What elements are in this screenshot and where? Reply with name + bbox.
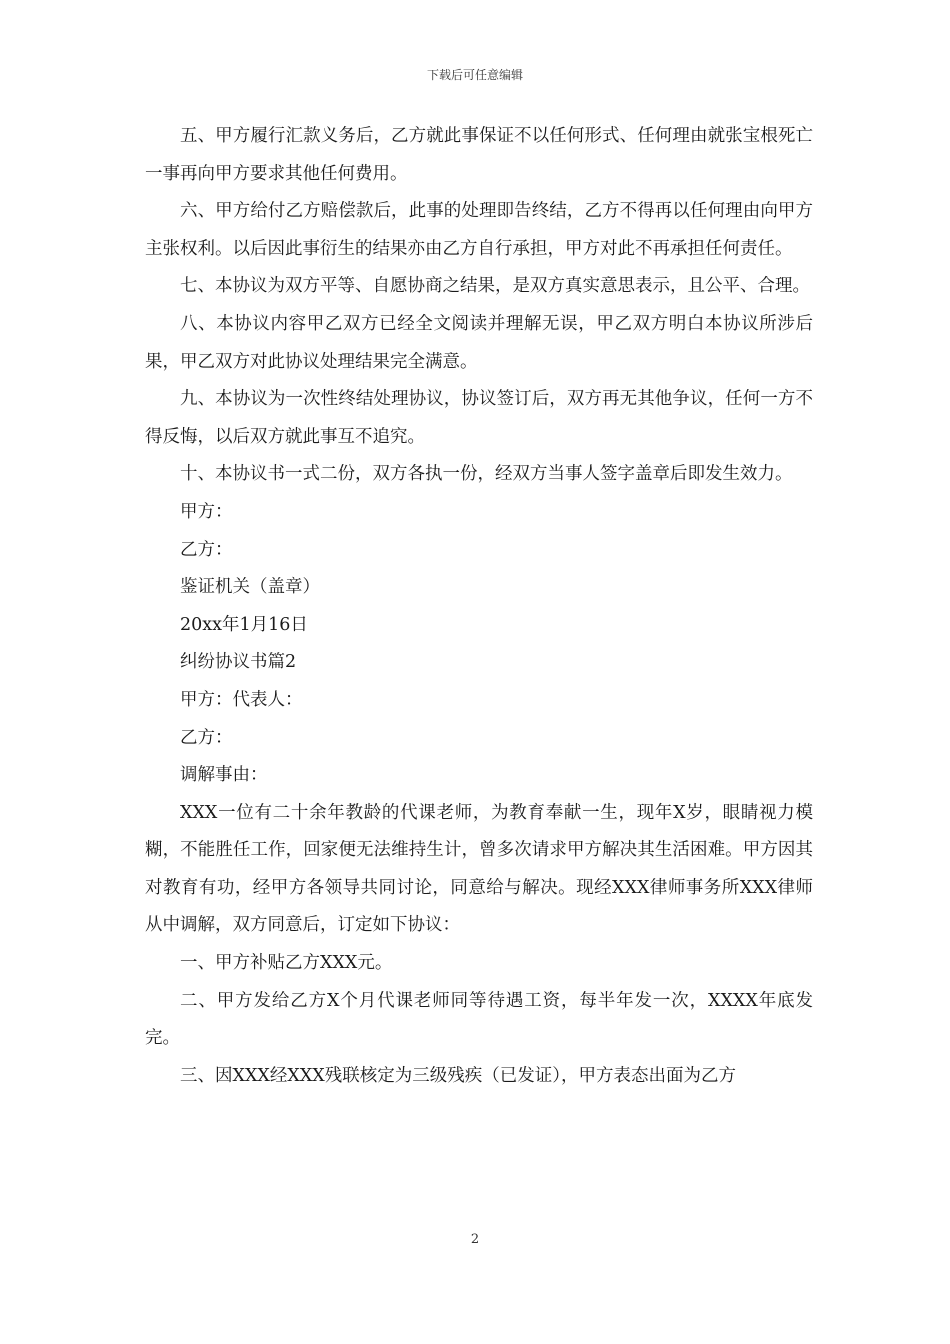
mediation-reason-heading: 调解事由： xyxy=(180,765,268,786)
clause-8-paragraph: 八、本协议内容甲乙双方已经全文阅读并理解无误，甲乙双方明白本协议所涉后果，甲乙双方对此协议处理结果完全满意。 xyxy=(145,313,813,372)
section-title: 纠纷协议书篇2 xyxy=(180,652,297,673)
agreement-clause-1: 一、甲方补贴乙方XXX元。 xyxy=(180,953,393,974)
party-b-signature-line: 乙方： xyxy=(180,539,233,560)
clause-9-paragraph: 九、本协议为一次性终结处理协议，协议签订后，双方再无其他争议，任何一方不得反悔，以后双方就此事互不追究。 xyxy=(145,389,813,447)
date-line: 20xx年1月16日 xyxy=(180,614,308,635)
clause-7-paragraph: 七、本协议为双方平等、自愿协商之结果，是双方真实意思表示，且公平、合理。 xyxy=(180,276,810,297)
clause-5-paragraph: 五、甲方履行汇款义务后，乙方就此事保证不以任何形式、任何理由就张宝根死亡一事再向甲方要求其他任何费用。 xyxy=(145,126,813,184)
page-number: 2 xyxy=(470,1232,480,1247)
agreement-clause-3: 三、因XXX经XXX残联核定为三级残疾（已发证），甲方表态出面为乙方 xyxy=(180,1065,736,1086)
party-a-signature-line: 甲方： xyxy=(180,501,233,522)
agreement-clause-2: 二、甲方发给乙方X个月代课老师同等待遇工资，每半年发一次，XXXX年底发完。 xyxy=(145,990,813,1049)
page-header: 下载后可任意编辑 xyxy=(426,68,523,82)
clause-10-paragraph: 十、本协议书一式二份，双方各执一份，经双方当事人签字盖章后即发生效力。 xyxy=(180,464,793,485)
party-a-representative-line: 甲方：代表人： xyxy=(180,689,303,710)
document-body xyxy=(145,118,813,1095)
witness-authority-line: 鉴证机关（盖章） xyxy=(180,577,320,598)
clause-6-paragraph: 六、甲方给付乙方赔偿款后，此事的处理即告终结，乙方不得再以任何理由向甲方主张权利。以后因此事衍生的结果亦由乙方自行承担，甲方对此不再承担任何责任。 xyxy=(145,201,813,259)
mediation-reason-paragraph: XXX一位有二十余年教龄的代课老师，为教育奉献一生，现年X岁，眼睛视力模糊，不能胜任工作，回家便无法维持生计，曾多次请求甲方解决其生活困难。甲方因其对教育有功，经甲方各领导共同讨论，同意给与解决。现经XXX律师事务所XXX律师从中调解，双方同意后，订定如下协议： xyxy=(145,802,813,936)
party-b-line: 乙方： xyxy=(180,727,233,748)
